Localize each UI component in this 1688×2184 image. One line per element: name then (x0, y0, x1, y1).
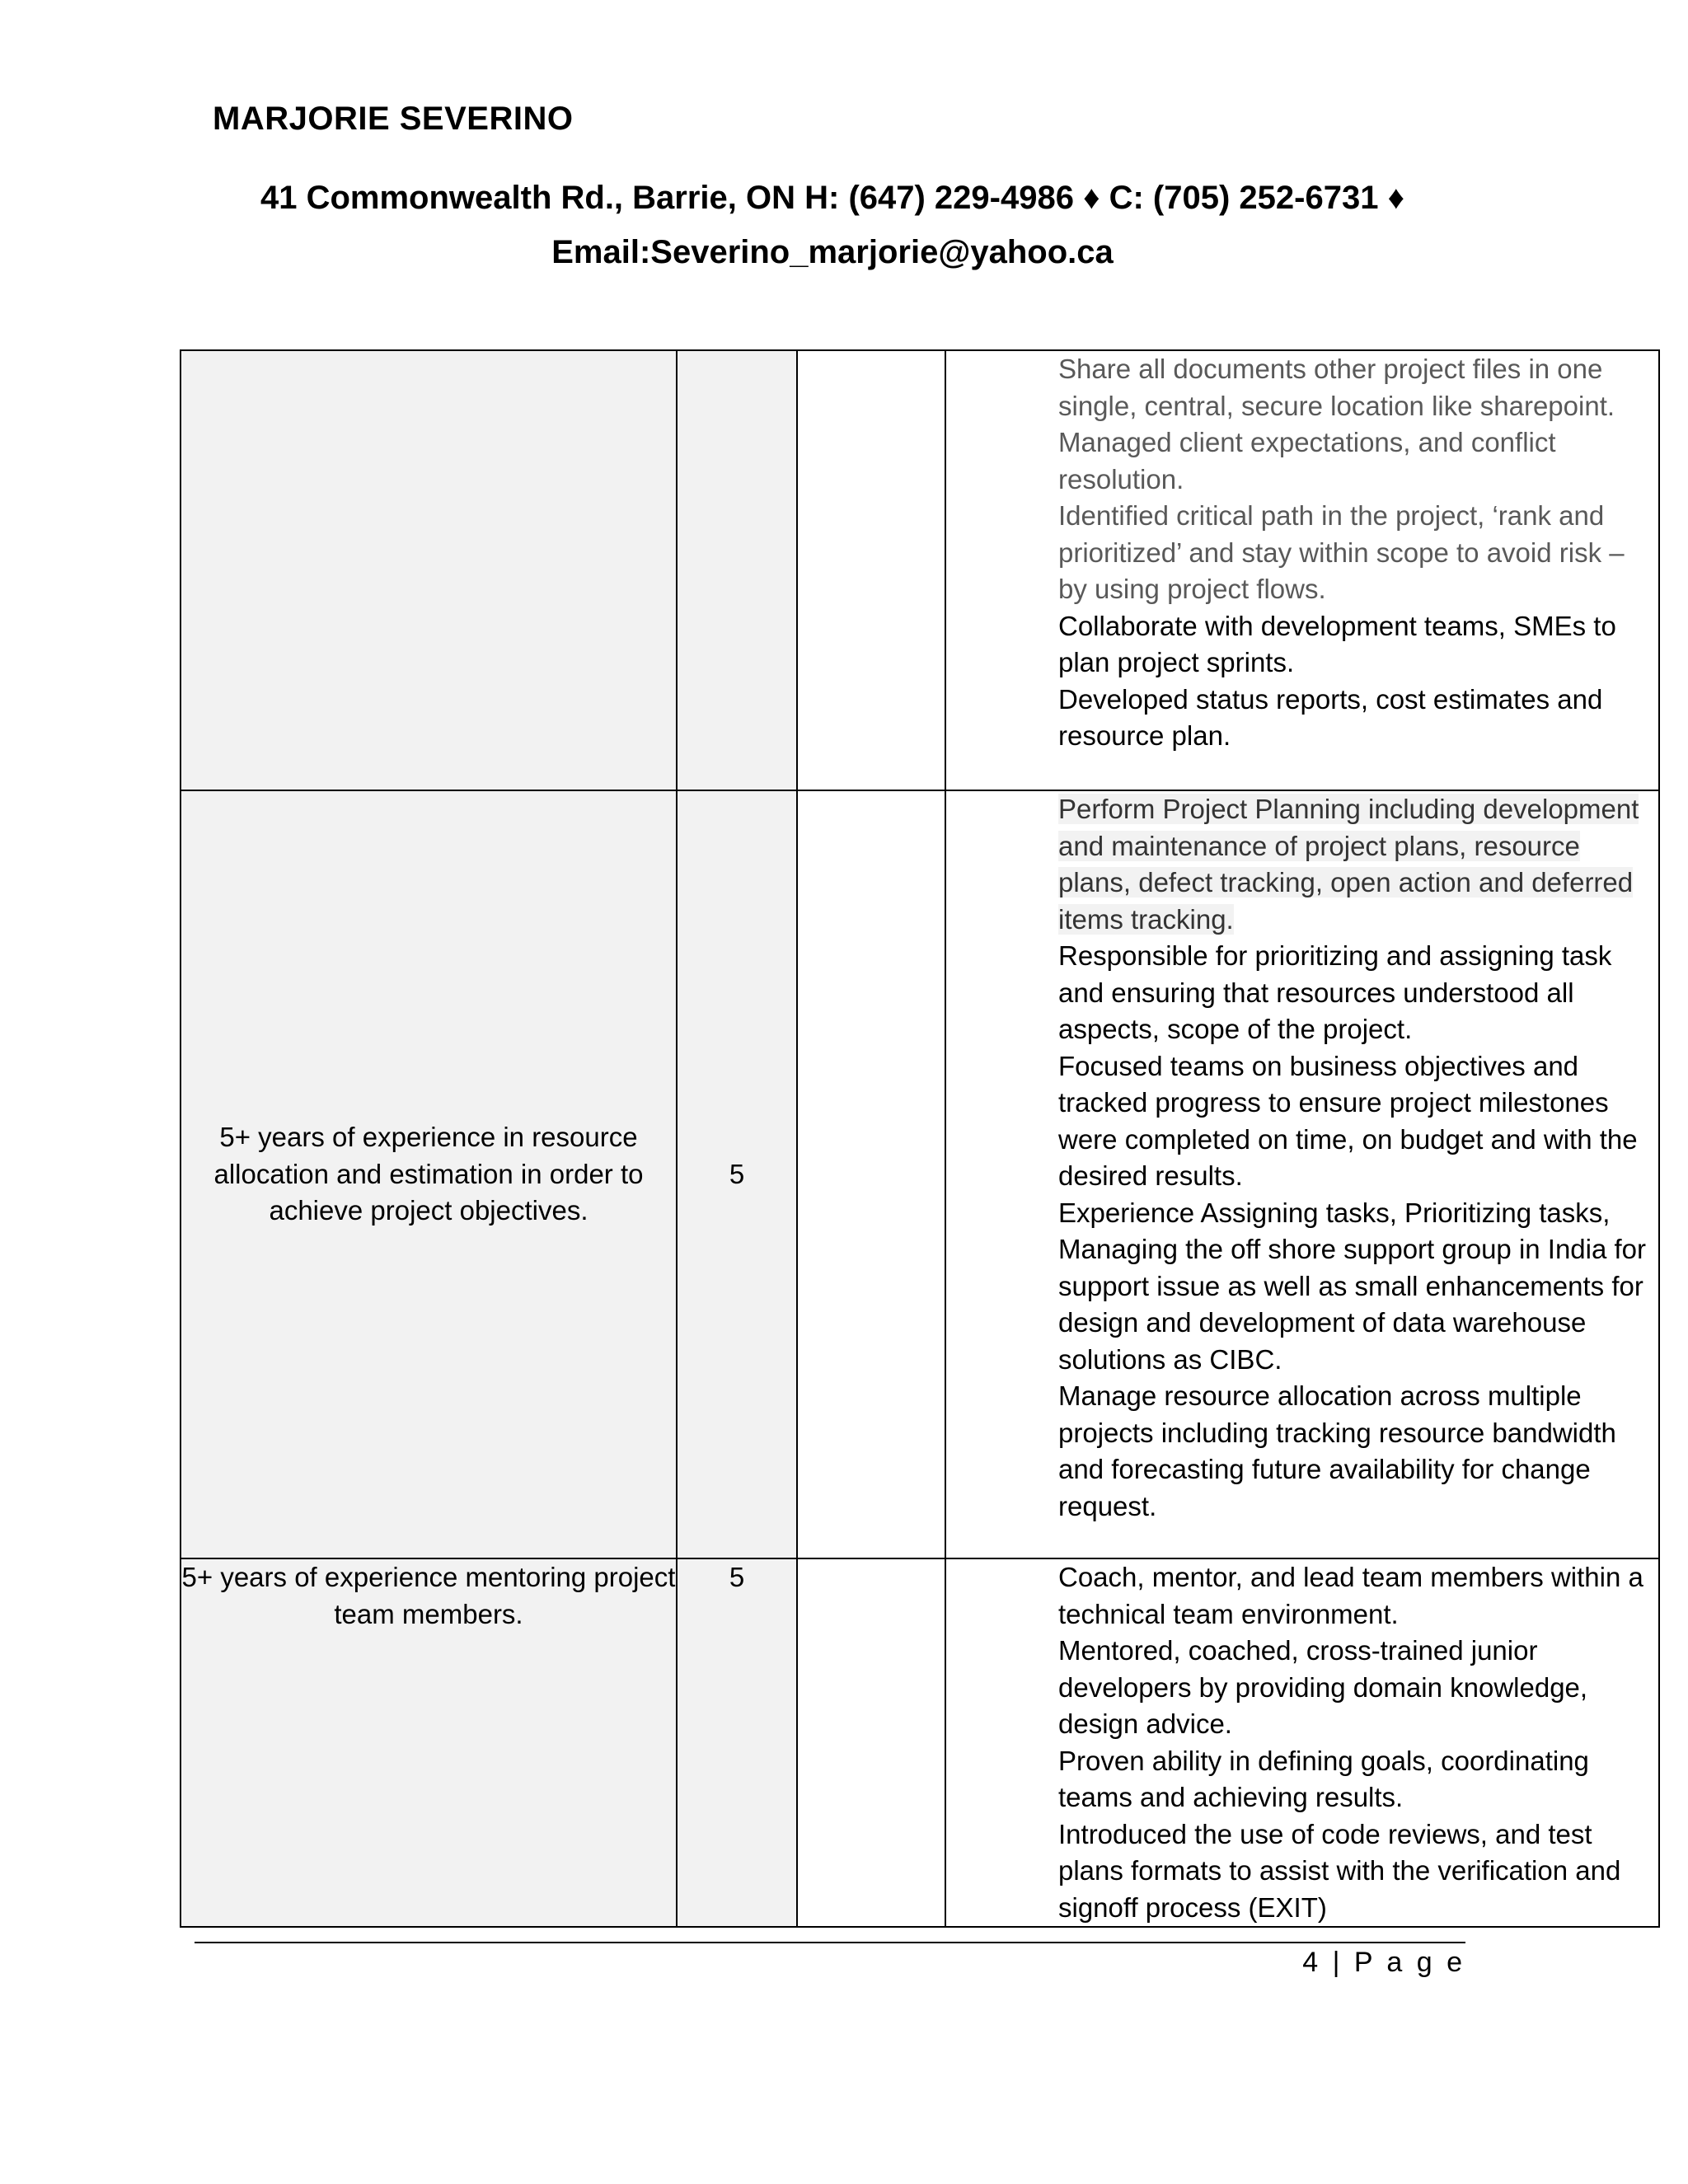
requirement-cell: 5+ years of experience mentoring project team members. (181, 1558, 677, 1927)
list-item-text: Proven ability in defining goals, coordinating teams and achieving results. (1058, 1745, 1589, 1812)
notes-cell (797, 790, 945, 1558)
list-item-text: Responsible for prioritizing and assigning task and ensuring that resources understood all aspects, scope of the project. (1058, 940, 1612, 1044)
description-cell (945, 350, 1659, 790)
list-item (946, 938, 1658, 1048)
list-item (946, 1231, 1658, 1378)
list-item-text: Managed client expectations, and conflict resolution. (1058, 427, 1556, 494)
list-item-text: Introduced the use of code reviews, and test plans formats to assist with the verification and signoff process (EXIT) (1058, 1818, 1621, 1923)
requirement-cell: 5+ years of experience in resource allocation and estimation in order to achieve project objectives. (181, 790, 677, 1558)
bullet-list (946, 351, 1658, 755)
list-item-text: Perform Project Planning including development and maintenance of project plans, resource plans, defect tracking, open action and deferred items tracking. (1058, 794, 1639, 935)
requirement-cell (181, 350, 677, 790)
list-item (946, 498, 1658, 608)
list-item (946, 351, 1658, 424)
table-row (181, 1558, 1659, 1927)
list-item-text: Manage resource allocation across multiple projects including tracking resource bandwidth and forecasting future availability for change request. (1058, 1380, 1616, 1521)
notes-cell (797, 350, 945, 790)
list-item-text: Collaborate with development teams, SMEs to plan project sprints. (1058, 610, 1616, 677)
list-item (946, 1378, 1658, 1525)
list-item-text: Mentored, coached, cross-trained junior developers by providing domain knowledge, design advice. (1058, 1635, 1588, 1739)
notes-cell (797, 1558, 945, 1927)
bullet-list (946, 1559, 1658, 1926)
candidate-name: MARJORIE SEVERINO (213, 101, 574, 137)
list-item-text: Developed status reports, cost estimates and resource plan. (1058, 683, 1603, 751)
list-item (946, 1633, 1658, 1743)
list-item (946, 1743, 1658, 1816)
list-item-text: Managing the off shore support group in India for support issue as well as small enhancements for design and development of data warehouse solutions as CIBC. (1058, 1234, 1647, 1375)
description-cell (945, 1558, 1659, 1927)
description-cell (945, 790, 1659, 1558)
list-item-text: Experience Assigning tasks, Prioritizing tasks, (1058, 1197, 1611, 1228)
footer-divider (195, 1942, 1465, 1943)
contact-address-line: 41 Commonwealth Rd., Barrie, ON H: (647) 229-4986 ♦ C: (705) 252-6731 ♦ (260, 180, 1404, 216)
list-item (946, 1559, 1658, 1633)
table-row (181, 790, 1659, 1558)
list-item (946, 682, 1658, 755)
page-number: 4 | P a g e (1302, 1947, 1465, 1978)
list-item (946, 424, 1658, 498)
years-cell: 5 (677, 790, 797, 1558)
bullet-list (946, 791, 1658, 1525)
table-row (181, 350, 1659, 790)
contact-email-line: Email:Severino_marjorie@yahoo.ca (551, 234, 1114, 270)
list-item-text: Identified critical path in the project, ‘rank and prioritized’ and stay within scope to avoid risk – by using project flows. (1058, 500, 1625, 604)
list-item-text: Share all documents other project files in one single, central, secure location like sharepoint. (1058, 354, 1615, 421)
list-item-text: Focused teams on business objectives and tracked progress to ensure project milestones were completed on time, on budget and with the desired results. (1058, 1050, 1638, 1191)
list-item (946, 608, 1658, 682)
years-cell: 5 (677, 1558, 797, 1927)
list-item (946, 791, 1658, 938)
list-item (946, 1816, 1658, 1927)
experience-table (180, 349, 1660, 1928)
list-item-text: Coach, mentor, and lead team members within a technical team environment. (1058, 1562, 1643, 1629)
list-item (946, 1195, 1658, 1232)
years-cell (677, 350, 797, 790)
list-item (946, 1048, 1658, 1195)
